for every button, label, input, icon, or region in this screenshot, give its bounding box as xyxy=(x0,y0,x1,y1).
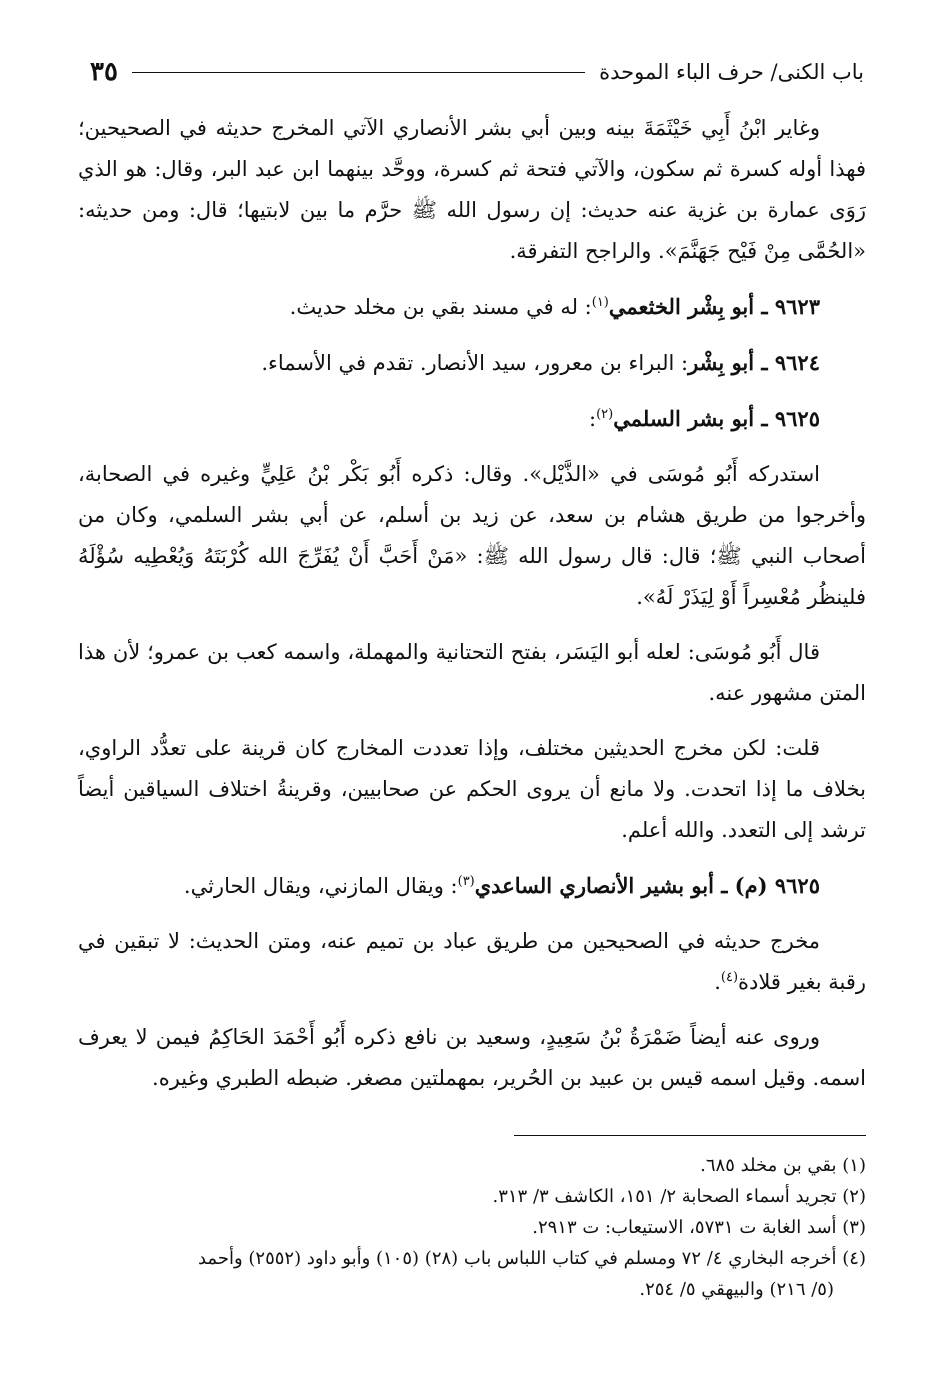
entry-9623 xyxy=(78,286,866,328)
footnote-4: (٤) أخرجه البخاري ٤/ ٧٢ ومسلم في كتاب اللباس باب (٢٨) (١٠٥) وأبو داود (٢٥٥٢) وأحمد xyxy=(197,1248,866,1269)
paragraph-5-end: . xyxy=(714,970,721,994)
page-header xyxy=(90,52,864,92)
footnote-ref: (٢) xyxy=(596,407,614,422)
footnote-ref: (١) xyxy=(591,295,609,310)
paragraph-4: قلت: لكن مخرج الحديثين مختلف، وإذا تعددت المخارج كان قرينة على تعدُّد الراوي، بخلاف ما إذا اتحدت. ولا مانع أن يروى الحكم عن صحابيين، وقرينةُ اختلاف السياقين أيضاً ترشد إلى التعدد. والله أعلم. xyxy=(78,736,866,842)
paragraph-6: وروى عنه أيضاً ضَمْرَةُ بْنُ سَعِيدٍ، وسعيد بن نافع ذكره أَبُو أَحْمَدَ الحَاكِمُ فيمن لا يعرف اسمه. وقيل اسمه قيس بن عبيد بن الحُرير، بمهملتين مصغر. ضبطه الطبري وغيره. xyxy=(78,1025,866,1090)
footnote-ref: (٣) xyxy=(457,874,475,889)
paragraph-5-text: مخرج حديثه في الصحيحين من طريق عباد بن تميم عنه، ومتن الحديث: لا تبقين في رقبة بغير قلادة xyxy=(78,929,866,994)
entry-9624 xyxy=(78,342,866,384)
footnote-4-continued: (٥/ ٢١٦) والبيهقي ٥/ ٢٥٤. xyxy=(639,1279,834,1300)
entry-text: : البراء بن معرور، سيد الأنصار. تقدم في الأسماء. xyxy=(261,351,689,375)
paragraph-3: قال أَبُو مُوسَى: لعله أبو اليَسَر، بفتح التحتانية والمهملة، واسمه كعب بن عمرو؛ لأن هذا المتن مشهور عنه. xyxy=(78,640,866,705)
entry-heading: ٩٦٢٤ ـ أبو بِشْر xyxy=(688,350,820,375)
entry-text: : ويقال المازني، ويقال الحارثي. xyxy=(183,874,458,898)
running-title: باب الكنى/ حرف الباء الموحدة xyxy=(599,60,864,84)
page-number: ٣٥ xyxy=(90,57,118,87)
entry-heading: ٩٦٢٣ ـ أبو بِشْر الخثعمي xyxy=(608,294,820,319)
footnote-ref: (٤) xyxy=(720,970,739,985)
entry-9625 xyxy=(78,398,866,440)
paragraph-1: وغاير ابْنُ أَبِي خَيْثَمَةَ بينه وبين أبي بشر الأنصاري الآتي المخرج حديثه في الصحيحين؛ فهذا أوله كسرة ثم سكون، والآتي فتحة ثم كسرة، ووحَّد بينهما ابن عبد البر، وقال: هو الذي رَوَى عمارة بن غزية عنه حديث: إن رسول الله ﷺ حرَّم ما بين لابتيها؛ قال: ومن حديثه: «الحُمَّى مِنْ فَيْح جَهَنَّمَ». والراجح التفرقة. xyxy=(78,116,866,263)
paragraph-5 xyxy=(78,921,866,1003)
footnote-3: (٣) أسد الغابة ت ٥٧٣١، الاستيعاب: ت ٢٩١٣. xyxy=(532,1217,866,1238)
entry-heading: ٩٦٢٥ ـ أبو بشر السلمي xyxy=(613,406,820,431)
entry-heading: ٩٦٢٥ (م) ـ أبو بشير الأنصاري الساعدي xyxy=(474,873,820,898)
footnote-2: (٢) تجريد أسماء الصحابة ٢/ ١٥١، الكاشف ٣/ ٣١٣. xyxy=(492,1186,866,1207)
entry-text: : xyxy=(589,407,597,431)
header-rule xyxy=(132,72,585,73)
entry-9625m xyxy=(78,865,866,907)
entry-text: : له في مسند بقي بن مخلد حديث. xyxy=(289,295,592,319)
footnote-separator xyxy=(514,1135,866,1136)
paragraph-2: استدركه أَبُو مُوسَى في «الذَّيْل». وقال: ذكره أَبُو بَكْر بْنُ عَلِيٍّ وغيره في الصحابة، وأخرجوا من طريق هشام بن سعد، عن زيد بن أسلم، عن أبي بشر السلمي، وكان من أصحاب النبي ﷺ؛ قال: قال رسول الله ﷺ: «مَنْ أَحَبَّ أَنْ يُفَرِّجَ الله كُرْبَتَهُ وَيُعْطِيه سُؤْلَهُ فلينظُر مُعْسِراً أَوْ لِيَذَرْ لَهُ». xyxy=(78,462,866,609)
footnotes xyxy=(78,1150,866,1305)
main-text xyxy=(78,108,866,1099)
footnote-1: (١) بقي بن مخلد ٦٨٥. xyxy=(700,1155,866,1176)
